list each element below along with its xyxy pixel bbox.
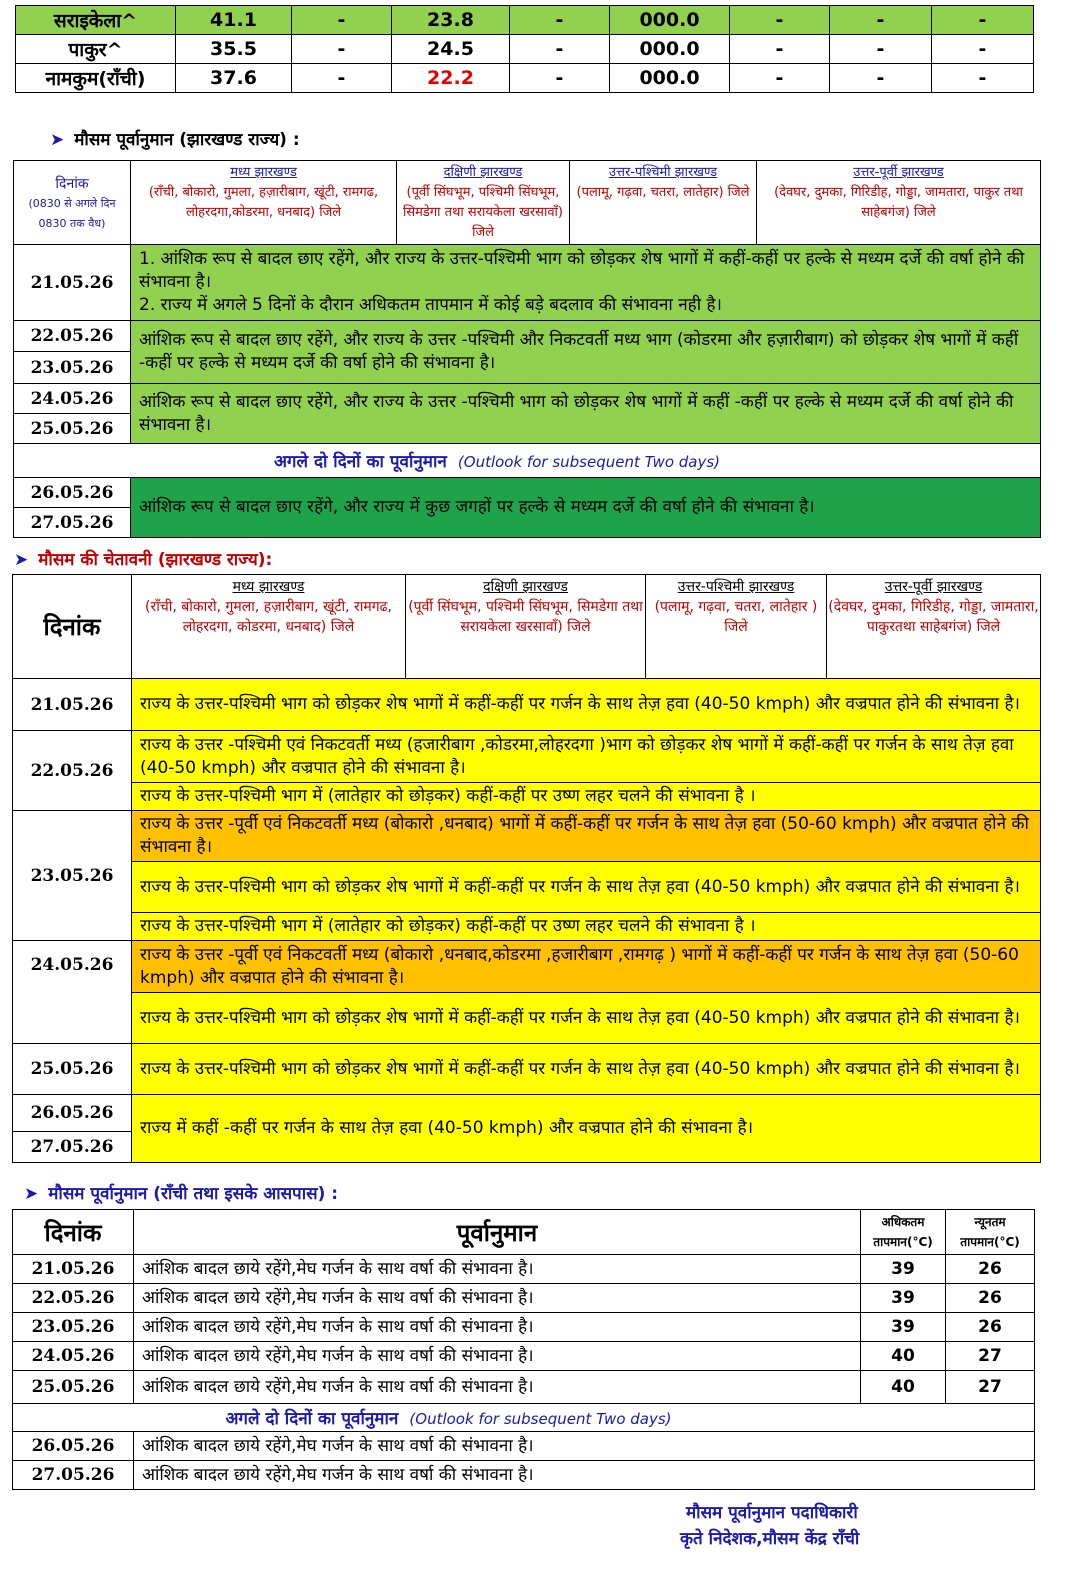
forecast-row xyxy=(14,478,1041,508)
region-header xyxy=(132,575,406,679)
station-row xyxy=(16,64,1034,93)
warning-text: राज्य के उत्तर-पश्चिमी भाग में (लातेहार को छोड़कर) कहीं-कहीं पर उष्ण लहर चलने की संभावना है । xyxy=(132,783,1041,811)
warning-row xyxy=(13,941,1041,993)
date-header: दिनांक xyxy=(13,575,132,679)
warning-text: राज्य के उत्तर -पूर्वी एवं निकटवर्ती मध्य (बोकारो ,धनबाद,कोडरमा ,हजारीबाग ,रामगढ़ ) भागों में कहीं-कहीं पर गर्जन के साथ तेज़ हवा (50-60 kmph) और वज्रपात होने की संभावना है। xyxy=(132,941,1041,993)
region-title: मध्य झारखण्ड xyxy=(230,165,297,180)
region-districts: (पलामू, गढ़वा, चतरा, लातेहार) जिले xyxy=(576,185,750,200)
outlook-hindi: अगले दो दिनों का पूर्वानुमान xyxy=(273,452,447,472)
ranchi-text: आंशिक बादल छाये रहेंगे,मेघ गर्जन के साथ वर्षा की संभावना है। xyxy=(134,1313,861,1342)
outlook-row xyxy=(14,444,1041,478)
region-title: दक्षिणी झारखण्ड xyxy=(483,579,568,595)
ranchi-row xyxy=(13,1313,1035,1342)
ranchi-date: 26.05.26 xyxy=(13,1432,134,1461)
forecast-date: 25.05.26 xyxy=(14,414,131,444)
ranchi-row xyxy=(13,1255,1035,1284)
station-dep: - xyxy=(292,6,392,35)
station-rain: 000.0 xyxy=(610,35,730,64)
warning-row xyxy=(13,993,1041,1044)
station-cell: - xyxy=(730,64,830,93)
region-title: मध्य झारखण्ड xyxy=(232,579,305,595)
forecast-line: 2. राज्य में अगले 5 दिनों के दौरान अधिकतम तापमान में कोई बड़े बदलाव की संभावना नही है। xyxy=(139,295,722,315)
warning-date: 21.05.26 xyxy=(13,679,132,731)
warning-row xyxy=(13,783,1041,811)
signature-block xyxy=(680,1500,859,1552)
region-districts: (पूर्वी सिंघभूम, पश्चिमी सिंघभूम, सिमडेगा तथा सरायकेला खरसावाँ) जिले xyxy=(408,599,643,635)
warning-row xyxy=(13,913,1041,941)
region-districts: (पूर्वी सिंघभूम, पश्चिमी सिंघभूम, सिमडेगा तथा सरायकेला खरसावाँ) जिले xyxy=(402,185,563,240)
warning-header-row xyxy=(13,575,1041,679)
station-min: 23.8 xyxy=(392,6,510,35)
forecast-row xyxy=(14,321,1041,352)
ranchi-text: आंशिक बादल छाये रहेंगे,मेघ गर्जन के साथ वर्षा की संभावना है। xyxy=(134,1371,861,1404)
region-header xyxy=(406,575,646,679)
ranchi-date: 21.05.26 xyxy=(13,1255,134,1284)
warning-date: 24.05.26 xyxy=(13,941,132,1044)
ranchi-min: 26 xyxy=(946,1255,1035,1284)
forecast-heading: ➤ मौसम पूर्वानुमान (झारखण्ड राज्य) : xyxy=(50,130,300,150)
station-name: पाकुर^ xyxy=(16,35,176,64)
ranchi-header-row xyxy=(13,1210,1035,1255)
warning-text: राज्य के उत्तर -पूर्वी एवं निकटवर्ती मध्य (बोकारो ,धनबाद) भागों में कहीं-कहीं पर गर्जन के साथ तेज़ हवा (50-60 kmph) और वज्रपात होने की संभावना है। xyxy=(132,811,1041,862)
station-table xyxy=(15,5,1034,93)
ranchi-text: आंशिक बादल छाये रहेंगे,मेघ गर्जन के साथ वर्षा की संभावना है। xyxy=(134,1461,1035,1490)
station-dep: - xyxy=(292,64,392,93)
region-header xyxy=(397,161,570,245)
ranchi-date: 23.05.26 xyxy=(13,1313,134,1342)
signature-line-1: मौसम पूर्वानुमान पदाधिकारी xyxy=(686,1503,858,1523)
ranchi-table xyxy=(12,1209,1035,1490)
ranchi-row xyxy=(13,1432,1035,1461)
forecast-text xyxy=(131,245,1041,321)
station-dep: - xyxy=(292,35,392,64)
station-cell: - xyxy=(830,64,932,93)
forecast-header-row xyxy=(14,161,1041,245)
region-districts: (पलामू, गढ़वा, चतरा, लातेहार ) जिले xyxy=(654,599,818,635)
ranchi-outlook-row xyxy=(13,1404,1035,1432)
warning-row xyxy=(13,731,1041,783)
ranchi-heading: ➤ मौसम पूर्वानुमान (राँची तथा इसके आसपास) : xyxy=(24,1184,339,1204)
warning-text: राज्य में कहीं -कहीं पर गर्जन के साथ तेज़ हवा (40-50 kmph) और वज्रपात होने की संभावना है। xyxy=(132,1095,1041,1163)
date-header xyxy=(14,161,131,245)
ranchi-row xyxy=(13,1342,1035,1371)
station-dep: - xyxy=(510,35,610,64)
outlook-hindi: अगले दो दिनों का पूर्वानुमान xyxy=(225,1409,399,1429)
region-header xyxy=(570,161,757,245)
col-forecast-header: पूर्वानुमान xyxy=(134,1210,861,1255)
region-title: उत्तर-पूर्वी झारखण्ड xyxy=(884,579,983,595)
warning-date: 27.05.26 xyxy=(13,1132,132,1163)
station-max: 41.1 xyxy=(176,6,292,35)
warning-text: राज्य के उत्तर-पश्चिमी भाग में (लातेहार को छोड़कर) कहीं-कहीं पर उष्ण लहर चलने की संभावना है । xyxy=(132,913,1041,941)
warning-text: राज्य के उत्तर-पश्चिमी भाग को छोड़कर शेष भागों में कहीं-कहीं पर गर्जन के साथ तेज़ हवा (40-50 kmph) और वज्रपात होने की संभावना है। xyxy=(132,1044,1041,1095)
warning-text: राज्य के उत्तर -पश्चिमी एवं निकटवर्ती मध्य (हजारीबाग ,कोडरमा,लोहरदगा )भाग को छोड़कर शेष भागों में कहीं-कहीं पर गर्जन के साथ तेज़ हवा (40-50 kmph) और वज्रपात होने की संभावना है। xyxy=(132,731,1041,783)
ranchi-date: 24.05.26 xyxy=(13,1342,134,1371)
col-max-header: अधिकतम तापमान(°C) xyxy=(861,1210,946,1255)
warning-text: राज्य के उत्तर-पश्चिमी भाग को छोड़कर शेष भागों में कहीं-कहीं पर गर्जन के साथ तेज़ हवा (40-50 kmph) और वज्रपात होने की संभावना है। xyxy=(132,993,1041,1044)
signature-line-2: कृते निदेशक,मौसम केंद्र राँची xyxy=(680,1529,860,1549)
warning-text: राज्य के उत्तर-पश्चिमी भाग को छोड़कर शेष भागों में कहीं-कहीं पर गर्जन के साथ तेज़ हवा (40-50 kmph) और वज्रपात होने की संभावना है। xyxy=(132,862,1041,913)
warning-date: 22.05.26 xyxy=(13,731,132,811)
ranchi-text: आंशिक बादल छाये रहेंगे,मेघ गर्जन के साथ वर्षा की संभावना है। xyxy=(134,1284,861,1313)
col-date-header: दिनांक xyxy=(13,1210,134,1255)
warning-row xyxy=(13,1044,1041,1095)
forecast-text: आंशिक रूप से बादल छाए रहेंगे, और राज्य में कुछ जगहों पर हल्के से मध्यम दर्जे की वर्षा होने की संभावना है। xyxy=(131,478,1041,538)
station-cell: - xyxy=(830,6,932,35)
arrow-right-icon: ➤ xyxy=(24,1184,39,1204)
warning-date: 25.05.26 xyxy=(13,1044,132,1095)
forecast-date: 27.05.26 xyxy=(14,508,131,538)
forecast-date: 21.05.26 xyxy=(14,245,131,321)
col-min-header: न्यूनतम तापमान(°C) xyxy=(946,1210,1035,1255)
forecast-date: 23.05.26 xyxy=(14,352,131,384)
warning-table xyxy=(12,574,1041,1163)
arrow-right-icon: ➤ xyxy=(50,130,65,150)
forecast-text: आंशिक रूप से बादल छाए रहेंगे, और राज्य के उत्तर -पश्चिमी भाग को छोड़कर शेष भागों में कहीं -कहीं पर हल्के से मध्यम दर्जे की वर्षा होने की संभावना है। xyxy=(131,384,1041,444)
station-name: नामकुम(राँची) xyxy=(16,64,176,93)
forecast-table xyxy=(13,160,1041,538)
ranchi-min: 26 xyxy=(946,1284,1035,1313)
ranchi-max: 39 xyxy=(861,1284,946,1313)
region-districts: (देवघर, दुमका, गिरिडीह, गोड्डा, जामतारा, पाकुर तथा साहेबगंज) जिले xyxy=(774,185,1023,220)
station-max: 37.6 xyxy=(176,64,292,93)
warning-row xyxy=(13,679,1041,731)
ranchi-min: 27 xyxy=(946,1342,1035,1371)
forecast-line: 1. आंशिक रूप से बादल छाए रहेंगे, और राज्य के उत्तर-पश्चिमी भाग को छोड़कर शेष भागों में कहीं-कहीं पर हल्के से मध्यम दर्जे की वर्षा होने की संभावना है। xyxy=(139,249,1025,292)
outlook-heading xyxy=(13,1404,1035,1432)
warning-date: 26.05.26 xyxy=(13,1095,132,1132)
forecast-date: 26.05.26 xyxy=(14,478,131,508)
forecast-text: आंशिक रूप से बादल छाए रहेंगे, और राज्य के उत्तर -पश्चिमी और निकटवर्ती मध्य भाग (कोडरमा और हज़ारीबाग) को छोड़कर शेष भागों में कहीं -कहीं पर हल्के से मध्यम दर्जे की वर्षा होने की संभावना है। xyxy=(131,321,1041,384)
region-header xyxy=(131,161,397,245)
station-cell: - xyxy=(730,6,830,35)
ranchi-max: 40 xyxy=(861,1371,946,1404)
region-header xyxy=(757,161,1041,245)
date-header-label: दिनांक xyxy=(55,175,89,192)
arrow-right-icon: ➤ xyxy=(14,550,29,570)
date-header-note: (0830 से अगले दिन 0830 तक वैध) xyxy=(28,196,116,230)
warning-row xyxy=(13,811,1041,862)
ranchi-max: 40 xyxy=(861,1342,946,1371)
station-rain: 000.0 xyxy=(610,64,730,93)
ranchi-text: आंशिक बादल छाये रहेंगे,मेघ गर्जन के साथ वर्षा की संभावना है। xyxy=(134,1255,861,1284)
ranchi-min: 26 xyxy=(946,1313,1035,1342)
region-title: दक्षिणी झारखण्ड xyxy=(443,165,523,180)
ranchi-max: 39 xyxy=(861,1255,946,1284)
ranchi-row xyxy=(13,1461,1035,1490)
station-cell: - xyxy=(730,35,830,64)
station-name: सराइकेला^ xyxy=(16,6,176,35)
station-cell: - xyxy=(932,6,1034,35)
station-rain: 000.0 xyxy=(610,6,730,35)
station-cell: - xyxy=(932,35,1034,64)
station-cell: - xyxy=(932,64,1034,93)
station-cell: - xyxy=(830,35,932,64)
station-dep: - xyxy=(510,6,610,35)
region-header xyxy=(827,575,1041,679)
ranchi-date: 25.05.26 xyxy=(13,1371,134,1404)
station-min: 22.2 xyxy=(392,64,510,93)
station-max: 35.5 xyxy=(176,35,292,64)
warning-heading: ➤ मौसम की चेतावनी (झारखण्ड राज्य): xyxy=(14,550,273,570)
ranchi-max: 39 xyxy=(861,1313,946,1342)
region-districts: (राँची, बोकारो, गुमला, हज़ारीबाग, खूंटी, रामगढ, लोहरदगा,कोडरमा, धनबाद) जिले xyxy=(148,185,379,220)
ranchi-text: आंशिक बादल छाये रहेंगे,मेघ गर्जन के साथ वर्षा की संभावना है। xyxy=(134,1432,1035,1461)
outlook-heading xyxy=(14,444,1041,478)
station-min: 24.5 xyxy=(392,35,510,64)
warning-row xyxy=(13,862,1041,913)
forecast-date: 24.05.26 xyxy=(14,384,131,414)
forecast-row xyxy=(14,245,1041,321)
warning-text: राज्य के उत्तर-पश्चिमी भाग को छोड़कर शेष भागों में कहीं-कहीं पर गर्जन के साथ तेज़ हवा (40-50 kmph) और वज्रपात होने की संभावना है। xyxy=(132,679,1041,731)
outlook-english: (Outlook for subsequent Two days) xyxy=(409,1410,672,1428)
region-title: उत्तर-पूर्वी झारखण्ड xyxy=(853,165,944,180)
region-districts: (राँची, बोकारो, गुमला, हज़ारीबाग, खूंटी, रामगढ, लोहरदगा, कोडरमा, धनबाद) जिले xyxy=(145,599,392,635)
forecast-row xyxy=(14,384,1041,414)
region-districts: (देवघर, दुमका, गिरिडीह, गोड्डा, जामतारा, पाकुरतथा साहेबगंज) जिले xyxy=(828,599,1039,635)
station-dep: - xyxy=(510,64,610,93)
warning-date: 23.05.26 xyxy=(13,811,132,941)
ranchi-date: 27.05.26 xyxy=(13,1461,134,1490)
ranchi-row xyxy=(13,1284,1035,1313)
region-header xyxy=(646,575,827,679)
outlook-english: (Outlook for subsequent Two days) xyxy=(457,453,721,471)
ranchi-row xyxy=(13,1371,1035,1404)
ranchi-date: 22.05.26 xyxy=(13,1284,134,1313)
station-row xyxy=(16,35,1034,64)
warning-row xyxy=(13,1095,1041,1132)
forecast-date: 22.05.26 xyxy=(14,321,131,352)
ranchi-text: आंशिक बादल छाये रहेंगे,मेघ गर्जन के साथ वर्षा की संभावना है। xyxy=(134,1342,861,1371)
ranchi-min: 27 xyxy=(946,1371,1035,1404)
region-title: उत्तर-पश्चिमी झारखण्ड xyxy=(608,165,718,180)
region-title: उत्तर-पश्चिमी झारखण्ड xyxy=(677,579,795,595)
station-row xyxy=(16,6,1034,35)
